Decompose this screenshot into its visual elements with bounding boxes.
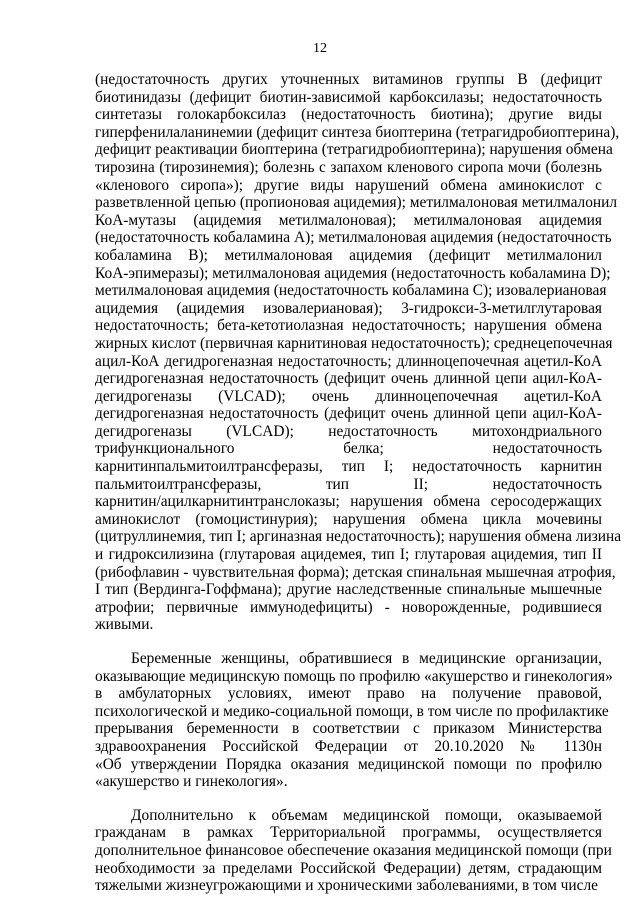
text-line: в амбулаторных условиях, имеют право на получение правовой, (95, 685, 602, 703)
text-line: КоА-мутазы (ацидемия метилмалоновая); метилмалоновая ацидемия (95, 211, 602, 229)
text-line: кобаламина В); метилмалоновая ацидемия (дефицит метилмалонил (95, 246, 602, 264)
text-line: (недостаточность других уточненных витаминов группы В (дефицит (95, 71, 602, 88)
text-line: I тип (Вердинга-Гоффмана); другие наследственные спинальные мышечные (95, 581, 602, 599)
paragraph-gap (95, 791, 602, 807)
text-line: тяжелыми жизнеугрожающими и хроническими заболеваниями, в том числе (95, 877, 599, 895)
text-line: карнитинпальмитоилтрансферазы, тип I; недостаточность карнитин (95, 458, 602, 476)
document-body (95, 71, 622, 895)
text-line: дегидрогеназы (VLCAD); очень длинноцепочечная ацетил-КоА (95, 387, 602, 405)
text-line: Дополнительно к объемам медицинской помощи, оказываемой (131, 806, 602, 824)
text-line: КоА-эпимеразы); метилмалоновая ацидемия (недостаточность кобаламина D); (95, 264, 611, 282)
text-line: оказывающие медицинскую помощь по профилю «акушерство и гинекология» (95, 667, 613, 685)
text-line: (недостаточность кобаламина А); метилмалоновая ацидемия (недостаточность (95, 229, 612, 247)
text-line: гражданам в рамках Территориальной программы, осуществляется (95, 824, 602, 842)
text-line: биотинидазы (дефицит биотин-зависимой карбоксилазы; недостаточность (95, 88, 602, 106)
text-line: тирозина (тирозинемия); болезнь с запахом кленового сиропа мочи (болезнь (95, 158, 602, 176)
text-line: метилмалоновая ацидемия (недостаточность кобаламина С); изовалериановая (95, 282, 607, 300)
paragraph (95, 71, 622, 634)
text-line: и гидроксилизина (глутаровая ацидемея, тип I; глутаровая ацидемия, тип II (95, 546, 602, 564)
text-line: «Об утверждении Порядка оказания медицинской помощи по профилю (95, 755, 602, 773)
paragraph (95, 806, 612, 895)
text-line: гиперфенилаланинемии (дефицит синтеза биоптерина (тетрагидробиоптерина), (95, 123, 620, 141)
text-line: аминокислот (гомоцистинурия); нарушения обмена цикла мочевины (95, 510, 602, 528)
text-line: дефицит реактивации биоптерина (тетрагидробиоптерина); нарушения обмена (95, 141, 613, 159)
text-line: психологической и медико-социальной помощи, в том числе по профилактике (95, 702, 609, 720)
text-line: ацил-КоА дегидрогеназная недостаточность; длинноцепочечная ацетил-КоА (95, 352, 602, 370)
text-line: «акушерство и гинекология». (95, 773, 288, 791)
text-line: разветвленной цепью (пропионовая ацидемия); метилмалоновая метилмалонил (95, 194, 618, 212)
text-line: (цитруллинемия, тип I; аргиназная недостаточность); нарушения обмена лизина (95, 528, 622, 546)
paragraph-gap (95, 634, 602, 650)
text-line: недостаточность; бета-кетотиолазная недостаточность; нарушения обмена (95, 317, 602, 335)
text-line: «кленового сиропа»); другие виды нарушений обмена аминокислот с (95, 176, 602, 194)
page-number: 12 (313, 41, 327, 56)
text-line: дегидрогеназная недостаточность (дефицит очень длинной цепи ацил-КоА- (95, 370, 602, 388)
paragraph (95, 650, 613, 791)
text-line: жирных кислот (первичная карнитиновая недостаточность); среднецепочечная (95, 334, 613, 352)
text-line: здравоохранения Российской Федерации от 20.10.2020 № 1130н (95, 737, 602, 755)
text-line: живыми. (95, 616, 154, 634)
text-line: дегидрогеназная недостаточность (дефицит очень длинной цепи ацил-КоА- (95, 405, 602, 423)
text-line: атрофии; первичные иммунодефициты) - новорожденные, родившиеся (95, 598, 602, 616)
text-line: пальмитоилтрансферазы, тип II; недостаточность (95, 475, 602, 493)
text-line: трифункционального белка; недостаточность (95, 440, 602, 458)
text-line: прерывания беременности в соответствии с приказом Министерства (95, 720, 602, 738)
text-line: ацидемия (ацидемия изовалериановая); 3-гидрокси-3-метилглутаровая (95, 299, 602, 317)
text-line: Беременные женщины, обратившиеся в медицинские организации, (131, 650, 602, 667)
text-line: необходимости за пределами Российской Федерации) детям, страдающим (95, 859, 602, 877)
text-line: дополнительное финансовое обеспечение оказания медицинской помощи (при (95, 841, 612, 859)
text-line: синтетазы голокарбоксилаз (недостаточность биотина); другие виды (95, 106, 602, 124)
text-line: карнитин/ацилкарнитинтранслоказы; нарушения обмена серосодержащих (95, 493, 602, 511)
text-line: дегидрогеназы (VLCAD); недостаточность митохондриального (95, 422, 602, 440)
text-line: (рибофлавин - чувствительная форма); детская спинальная мышечная атрофия, (95, 563, 616, 581)
